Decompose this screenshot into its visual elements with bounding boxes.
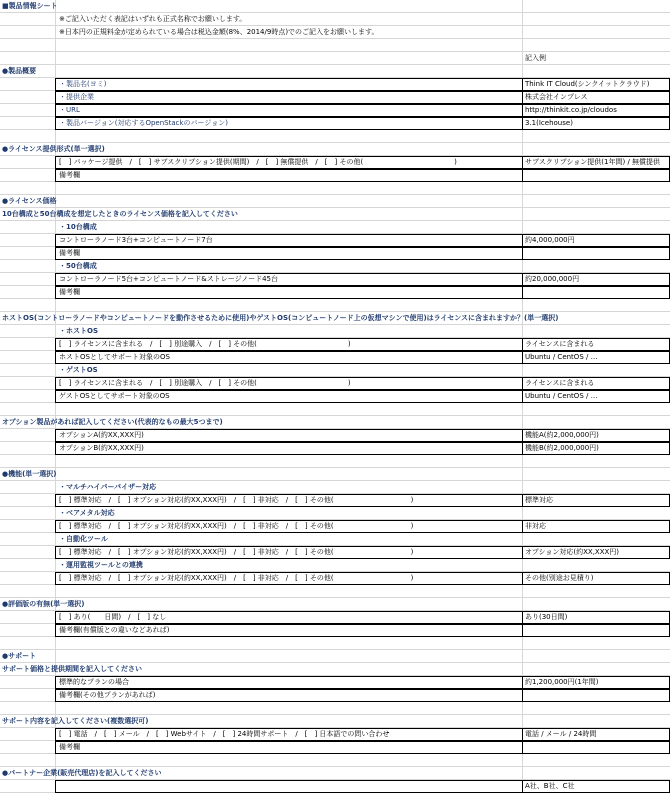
row-support-price-instruction [0,663,670,676]
row-features-heading [0,468,670,481]
row-fifty-label [0,260,670,273]
fifty-node-label: ・50台構成 [59,262,97,270]
option-a-example: 機能A(約2,000,000円) [525,431,599,439]
hypervisor-label: ・マルチハイパーバイザー対応 [59,483,157,491]
row-hypervisor-label [0,481,670,494]
support-heading: ●サポート [2,652,37,660]
support-standard-example: 約1,200,000円(1年間) [525,678,599,686]
support-content-remarks: 備考欄 [59,743,80,751]
guest-os-options: [ ] ライセンスに含まれる / [ ] 別途購入 / [ ] その他( ) [59,379,351,387]
partners-example: A社、B社、C社 [525,782,575,790]
monitoring-example: その他(別途お見積り) [525,574,594,582]
baremetal-example: 非対応 [525,522,546,530]
row-automation-label [0,533,670,546]
product-name-example: Think IT Cloud(シンクイットクラウド) [525,80,650,88]
license-price-heading: ●ライセンス価格 [2,197,57,205]
row-ten-remarks [0,247,670,260]
fifty-node-config: コントローラノード5台+コンピュートノード&ストレージノード45台 [59,275,279,283]
row-baremetal-options [0,520,670,533]
ten-node-remarks: 備考欄 [59,249,80,257]
support-content-options: [ ] 電話 / [ ] メール / [ ] Webサイト / [ ] 24時間サポート / [ ] 日本語での問い合わせ [59,730,390,738]
option-b-label: オプションB(約XX,XXX円) [59,444,144,452]
product-name-label: ・製品名(ヨミ) [59,80,107,88]
row-blank [0,403,670,416]
sheet-title: ■製品情報シート [2,2,58,10]
host-supported-example: Ubuntu / CentOS / … [525,353,598,361]
row-partners-heading [0,767,670,780]
fifty-node-remarks: 備考欄 [59,288,80,296]
note-official-names: ※ご記入いただく表記はいずれも正式名称でお願いします。 [59,15,247,23]
row-license-form-options [0,156,670,169]
row-note1 [0,13,670,26]
row-blank [0,754,670,767]
hypervisor-options: [ ] 標準対応 / [ ] オプション対応(約XX,XXX円) / [ ] 非対応 / [ ] その他( ) [59,496,414,504]
row-trial-remarks [0,624,670,637]
row-support-heading [0,650,670,663]
row-support-content-remarks [0,741,670,754]
host-supported-label: ホストOSとしてサポート対象のOS [59,353,170,361]
license-form-heading: ●ライセンス提供形式(単一選択) [2,145,105,153]
license-form-options: [ ] パッケージ提供 / [ ] サブスクリプション提供(期間) / [ ] 無償提供 / [ ] その他( ) [59,158,457,166]
row-note2 [0,26,670,39]
row-baremetal-label [0,507,670,520]
row-fifty-config [0,273,670,286]
automation-example: オプション対応(約XX,XXX円) [525,548,620,556]
license-price-instruction: 10台構成と50台構成を想定したときのライセンス価格を記入してください [2,210,238,218]
row-support-standard [0,676,670,689]
row-support-content-options [0,728,670,741]
row-vendor [0,91,670,104]
row-blank [0,585,670,598]
license-form-remarks-example-cell [522,169,670,182]
row-option-b [0,442,670,455]
row-trial-heading [0,598,670,611]
row-blank [0,299,670,312]
guest-os-label: ・ゲストOS [59,366,98,374]
license-form-remarks: 備考欄 [59,171,80,179]
support-content-remarks-example-cell [522,741,670,754]
option-a-label: オプションA(約XX,XXX円) [59,431,144,439]
vendor-example: 株式会社インプレス [525,93,588,101]
trial-heading: ●評価版の有無(単一選択) [2,600,85,608]
row-version [0,117,670,130]
support-content-example: 電話 / メール / 24時間 [525,730,597,738]
guest-supported-label: ゲストOSとしてサポート対象のOS [59,392,170,400]
host-os-label: ・ホストOS [59,327,98,335]
partners-cell[interactable] [55,780,522,793]
fifty-remarks-example-cell [522,286,670,299]
row-partners-entry [0,780,670,793]
row-url [0,104,670,117]
row-example-header [0,52,670,65]
row-support-other [0,689,670,702]
example-column-header: 記入例 [525,54,546,62]
baremetal-options: [ ] 標準対応 / [ ] オプション対応(約XX,XXX円) / [ ] 非対応 / [ ] その他( ) [59,522,414,530]
row-trial-options [0,611,670,624]
automation-options: [ ] 標準対応 / [ ] オプション対応(約XX,XXX円) / [ ] 非対応 / [ ] その他( ) [59,548,414,556]
os-question: ホストOS(コントローラノードやコンピュートノードを動作させるために使用)やゲストOS(コンピュートノード上の仮想マシンで使用)はライセンスに含まれますか？(単一選択) [2,314,559,322]
row-ten-label [0,221,670,234]
row-os-question [0,312,670,325]
row-license-form-heading [0,143,670,156]
option-products-heading: オプション製品があれば記入してください(代表的なもの最大5つまで) [2,418,223,426]
trial-options: [ ] あり( 日間) / [ ] なし [59,613,167,621]
ten-node-example: 約4,000,000円 [525,236,575,244]
support-other-remarks: 備考欄(その他プランがあれば) [59,691,156,699]
fifty-node-example: 約20,000,000円 [525,275,580,283]
url-label: ・URL [59,106,80,114]
row-fifty-remarks [0,286,670,299]
support-other-example-cell [522,689,670,702]
row-host-supported [0,351,670,364]
monitoring-options: [ ] 標準対応 / [ ] オプション対応(約XX,XXX円) / [ ] 非対応 / [ ] その他( ) [59,574,414,582]
row-support-content-instruction [0,715,670,728]
row-blank [0,130,670,143]
row-ten-config [0,234,670,247]
row-license-price-heading [0,195,670,208]
hypervisor-example: 標準対応 [525,496,553,504]
row-title [0,0,670,13]
url-example: http://thinkit.co.jp/cloudos [525,106,617,114]
row-license-price-instruction [0,208,670,221]
row-options-heading [0,416,670,429]
ten-node-config: コントローラノード3台+コンピュートノード7台 [59,236,213,244]
partners-heading: ●パートナー企業(販売代理店)を記入してください [2,769,162,777]
monitoring-label: ・運用監視ツールとの連携 [59,561,143,569]
row-blank [0,702,670,715]
features-heading: ●機能(単一選択) [2,470,57,478]
row-blank [0,455,670,468]
automation-label: ・自動化ツール [59,535,108,543]
note-tax-included: ※日本円の正規料金が定められている場合は税込金額(8%、2014/9時点)でのご記入をお願いします。 [59,28,379,36]
ten-node-label: ・10台構成 [59,223,97,231]
row-license-form-remarks [0,169,670,182]
overview-heading: ●製品概要 [2,67,37,75]
support-content-instruction: サポート内容を記入してください(複数選択可) [2,717,149,725]
trial-remarks-example-cell [522,624,670,637]
support-price-instruction: サポート価格と提供期間を記入してください [2,665,142,673]
host-os-example: ライセンスに含まれる [525,340,595,348]
row-overview-heading [0,65,670,78]
guest-supported-example: Ubuntu / CentOS / … [525,392,598,400]
guest-os-example: ライセンスに含まれる [525,379,595,387]
trial-example: あり(30日間) [525,613,568,621]
row-blank [0,39,670,52]
row-blank [0,637,670,650]
row-guest-label [0,364,670,377]
option-b-example: 機能B(約2,000,000円) [525,444,599,452]
row-guest-supported [0,390,670,403]
row-guest-options [0,377,670,390]
row-option-a [0,429,670,442]
row-host-label [0,325,670,338]
row-monitoring-label [0,559,670,572]
vendor-label: ・提供企業 [59,93,94,101]
support-standard-label: 標準的なプランの場合 [59,678,129,686]
ten-remarks-example-cell [522,247,670,260]
license-form-example: サブスクリプション提供(1年間) / 無償提供 [525,158,661,166]
baremetal-label: ・ベアメタル対応 [59,509,115,517]
host-os-options: [ ] ライセンスに含まれる / [ ] 別途購入 / [ ] その他( ) [59,340,351,348]
row-automation-options [0,546,670,559]
row-product-name [0,78,670,91]
version-label: ・製品バージョン(対応するOpenStackのバージョン) [59,119,228,127]
row-monitoring-options [0,572,670,585]
row-host-options [0,338,670,351]
row-hypervisor-options [0,494,670,507]
trial-remarks: 備考欄(有償版との違いなどあれば) [59,626,170,634]
version-example: 3.1(Icehouse) [525,119,573,127]
row-blank [0,182,670,195]
